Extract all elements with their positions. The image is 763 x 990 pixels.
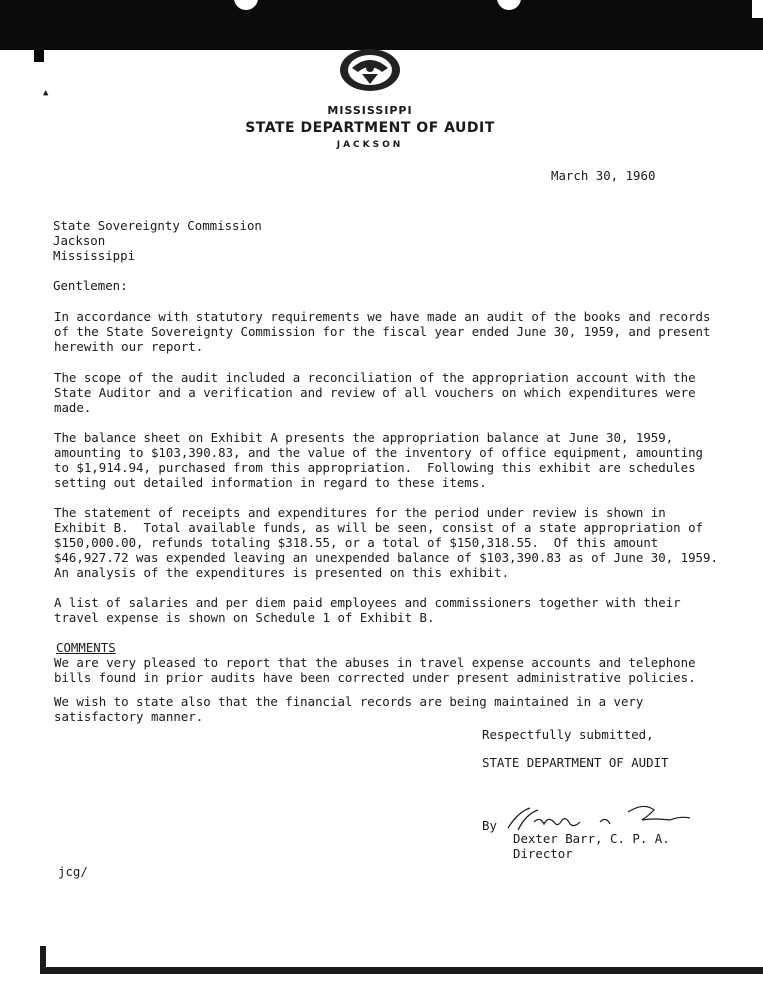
paragraph-line: We wish to state also that the financial records are being maintained in a very bbox=[54, 694, 644, 709]
by-label: By bbox=[482, 818, 497, 833]
letterhead-department: STATE DEPARTMENT OF AUDIT bbox=[245, 120, 495, 136]
paragraph-line: Exhibit B. Total available funds, as will be seen, consist of a state appropriation of bbox=[54, 520, 704, 535]
state-seal-icon bbox=[338, 48, 402, 94]
top-scan-border bbox=[0, 0, 763, 50]
signer-title: Director bbox=[513, 846, 573, 861]
recipient-line: Jackson bbox=[53, 233, 106, 248]
edge-mark bbox=[752, 0, 763, 18]
recipient-line: State Sovereignty Commission bbox=[53, 218, 262, 233]
paragraph-line: $150,000.00, refunds totaling $318.55, or a total of $150,318.55. Of this amount bbox=[54, 535, 659, 550]
paragraph-line: The balance sheet on Exhibit A presents the appropriation balance at June 30, 1959, bbox=[54, 430, 674, 445]
paragraph-line: An analysis of the expenditures is presented on this exhibit. bbox=[54, 565, 510, 580]
paragraph-line: amounting to $103,390.83, and the value of the inventory of office equipment, amounting bbox=[54, 445, 704, 460]
paragraph-line: State Auditor and a verification and review of all vouchers on which expenditures were bbox=[54, 385, 696, 400]
paragraph-line: The statement of receipts and expenditures for the period under review is shown in bbox=[54, 505, 666, 520]
letterhead-state: MISSISSIPPI bbox=[327, 104, 413, 117]
paragraph-line: of the State Sovereignty Commission for the fiscal year ended June 30, 1959, and present bbox=[54, 324, 711, 339]
recipient-line: Mississippi bbox=[53, 248, 136, 263]
paragraph-line: A list of salaries and per diem paid employees and commissioners together with their bbox=[54, 595, 681, 610]
margin-mark: ▲ bbox=[43, 88, 49, 98]
bottom-scan-border bbox=[40, 967, 763, 974]
closing-org: STATE DEPARTMENT OF AUDIT bbox=[482, 755, 669, 770]
paragraph-line: herewith our report. bbox=[54, 339, 204, 354]
paragraph-line: made. bbox=[54, 400, 92, 415]
paragraph-line: bills found in prior audits have been corrected under present administrative policies. bbox=[54, 670, 696, 685]
complimentary-close: Respectfully submitted, bbox=[482, 727, 654, 742]
punch-hole bbox=[234, 0, 258, 10]
signer-name: Dexter Barr, C. P. A. bbox=[513, 831, 670, 846]
typist-initials: jcg/ bbox=[58, 864, 88, 879]
paragraph-line: satisfactory manner. bbox=[54, 709, 204, 724]
letter-date: March 30, 1960 bbox=[551, 168, 656, 183]
paragraph-line: travel expense is shown on Schedule 1 of Exhibit B. bbox=[54, 610, 435, 625]
paragraph-line: setting out detailed information in regard to these items. bbox=[54, 475, 487, 490]
salutation: Gentlemen: bbox=[53, 278, 128, 293]
left-scan-mark bbox=[34, 0, 44, 62]
punch-hole bbox=[497, 0, 521, 10]
paragraph-line: $46,927.72 was expended leaving an unexpended balance of $103,390.83 as of June 30, 1959. bbox=[54, 550, 718, 565]
paragraph-line: to $1,914.94, purchased from this appropriation. Following this exhibit are schedules bbox=[54, 460, 696, 475]
paragraph-line: In accordance with statutory requirements we have made an audit of the books and records bbox=[54, 309, 711, 324]
paragraph-line: We are very pleased to report that the abuses in travel expense accounts and telephone bbox=[54, 655, 696, 670]
paragraph-line: The scope of the audit included a reconciliation of the appropriation account with the bbox=[54, 370, 696, 385]
letterhead-city: JACKSON bbox=[336, 140, 404, 150]
comments-heading: COMMENTS bbox=[56, 640, 116, 655]
